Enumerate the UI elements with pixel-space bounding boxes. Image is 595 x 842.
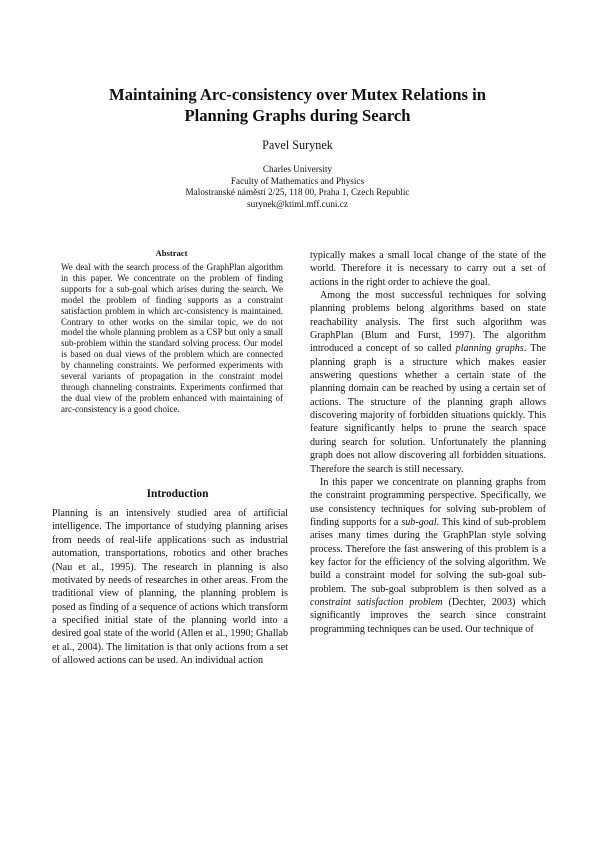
title-line-1: Maintaining Arc-consistency over Mutex Relations in <box>109 85 486 104</box>
intro-paragraph-1-continued: typically makes a small local change of the state of the world. Therefore it is necessary to carry out a set of actions in the right order to achieve the goal. <box>310 250 546 288</box>
para2-text-a: Among the most successful techniques for solving planning problems belong algorithms based on state reachability analysis. The first such algorithm was GraphPlan (Blum and Furst, 1997). The algorithm introduced a concept of so called <box>310 290 546 355</box>
intro-paragraph-2 <box>310 289 546 476</box>
title-line-2: Planning Graphs during Search <box>184 106 411 125</box>
affiliation-university: Charles University <box>262 164 333 174</box>
right-column-body <box>310 249 546 636</box>
introduction-heading: Introduction <box>146 488 209 500</box>
para2-text-b: . The planning graph is a structure which makes easier answering questions whether a certain state of the planning domain can be reached by using a certain set of actions. The structure of the planning graph allows discovering majority of forbidden situations quickly. This feature significantly helps to prune the search space during search for solution. Unfortunately the planning graph does not allow discovering all forbidden situations. Therefore the search is still necessary. <box>310 343 546 475</box>
para3-text-a: In this paper we concentrate on planning graphs from the constraint programming perspective. Specifically, we use consistency techniques for solving sub-problem of finding supports for a <box>310 476 546 528</box>
para3-emphasis-2: constraint satisfaction problem <box>310 596 443 608</box>
abstract-heading: Abstract <box>155 248 188 258</box>
affiliation-address: Malostranské náměstí 2/25, 118 00, Praha 1, Czech Republic <box>185 187 410 197</box>
para3-text-c: (Dechter, 2003) which significantly improves the search since constraint programming techniques can be used. Our technique of <box>310 596 546 635</box>
para3-text-b: . This kind of sub-problem arises many times during the GraphPlan style solving process. Therefore the fast answering of this problem is a key factor for the efficiency of the solving algorithm. We build a constraint model for solving the sub-goal sub-problem. The sub-goal subproblem is then solved as a <box>310 516 546 595</box>
left-column-body <box>52 507 288 668</box>
para3-emphasis-1: sub-goal <box>401 516 437 528</box>
para2-emphasis: planning graphs <box>455 343 524 355</box>
intro-paragraph-3 <box>310 476 546 636</box>
affiliation <box>60 164 535 210</box>
intro-paragraph-1: Planning is an intensively studied area of artificial intelligence. The importance of studying planning arises from needs of real-life applications such as industrial automation, transportations, robotics and other braches (Nau et al., 1995). The research in planning is also motivated by needs of researches in other areas. From the traditional view of planning, the planning problem is posed as finding of a sequence of actions which transform a specified initial state of the planning world into a desired goal state of the world (Allen et al., 1990; Ghallab et al., 2004). The limitation is that only actions from a set of allowed actions can be used. An individual action <box>52 508 288 667</box>
paper-title <box>60 84 535 126</box>
affiliation-faculty: Faculty of Mathematics and Physics <box>230 175 365 186</box>
author-email: surynek@ktiml.mff.cuni.cz <box>247 198 348 209</box>
author-name: Pavel Surynek <box>262 138 333 152</box>
abstract-text: We deal with the search process of the GraphPlan algorithm in this paper. We concentrate on the problem of finding supports for a sub-goal which arises during the search. We model the problem of finding supports as a constraint satisfaction problem in which arc-consistency is maintained. Contrary to other works on the similar topic, we do not model the whole planning problem as a CSP but only a small sub-problem within the standard solving process. Our model is based on dual views of the problem which are connected by channeling constraints. We performed experiments with several variants of propagation in the constraint model through channeling constraints. Experiments confirmed that the dual view of the problem enhanced with maintaining of arc-consistency is a good choice. <box>61 262 283 414</box>
